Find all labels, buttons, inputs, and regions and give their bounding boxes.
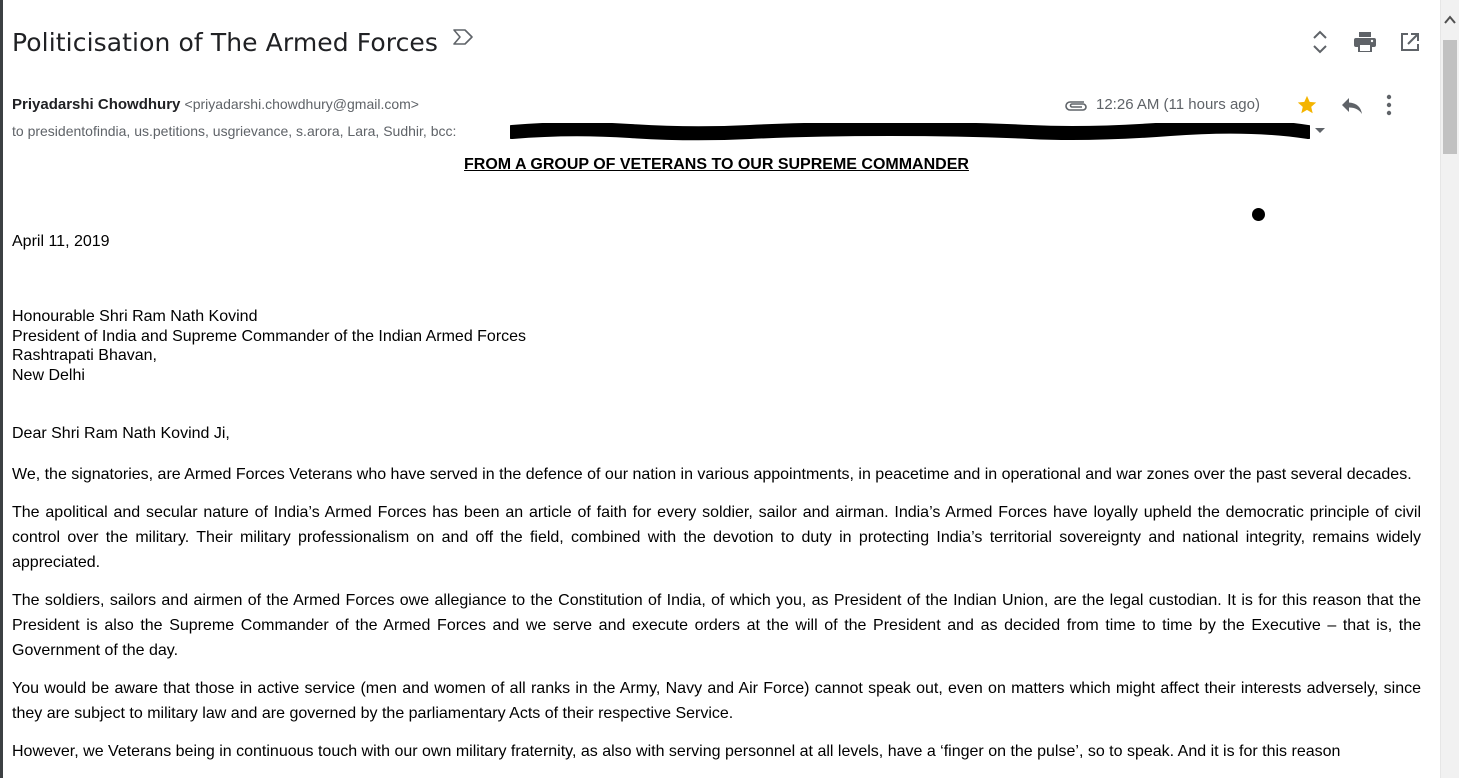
paragraph: We, the signatories, are Armed Forces Veterans who have served in the defence of our nation in various appointments, in peacetime and in operational and war zones over the past several decades. [12,466,1412,483]
scrollbar-thumb[interactable] [1443,40,1457,154]
thread-actions [1306,26,1423,58]
sender-email: <priyadarshi.chowdhury@gmail.com> [184,96,419,112]
open-in-new-icon [1400,32,1420,52]
window-edge [0,0,3,778]
paragraph: You would be aware that those in active service (men and women of all ranks in the Army, Navy and Air Force) cannot speak out, even on matters which might affect their interests adversely, since they are subject to military law and are governed by the parliamentary Acts of their respective Service. [12,680,1421,722]
expand-all-button[interactable] [1306,26,1333,58]
scrollbar[interactable] [1440,0,1459,778]
show-details-caret[interactable] [1315,128,1325,133]
reply-icon[interactable] [1340,95,1364,115]
message-time: 12:26 AM (11 hours ago) [1096,96,1260,113]
subject-bar [12,22,474,62]
addressee-line: Honourable Shri Ram Nath Kovind [12,308,258,325]
addressee-line: President of India and Supreme Commander of the Indian Armed Forces [12,327,527,345]
star-icon[interactable] [1296,94,1318,116]
letter-heading: FROM A GROUP OF VETERANS TO OUR SUPREME COMMANDER [464,156,969,173]
paragraph: The soldiers, sailors and airmen of the Armed Forces owe allegiance to the Constitution of India, of which you, as President of the Indian Union, are the legal custodian. It is for this reason that the President is also the Supreme Commander of the Armed Forces and we serve and execute orders at the will of the President and as decided from time to time by the Executive – that is, the Government of the day. [12,592,1421,659]
redaction-mark [510,123,1310,141]
print-button[interactable] [1351,26,1378,58]
email-body [12,156,1421,760]
message-meta [1064,96,1260,113]
scroll-up-arrow-icon[interactable] [1444,14,1456,26]
paragraph: However, we Veterans being in continuous touch with our own military fraternity, as also with serving personnel at all levels, have a ‘finger on the pulse’, so to speak. And it is for this reason [12,743,1341,760]
addressee-block [12,307,526,385]
sender-row [12,96,419,113]
sender-name[interactable]: Priyadarshi Chowdhury [12,96,181,113]
recipients-line: to presidentofindia, us.petitions, usgrievance, s.arora, Lara, Sudhir, bcc: [12,123,457,139]
unfold-icon [1312,29,1328,55]
email-subject: Politicisation of The Armed Forces [12,27,439,57]
paragraph: The apolitical and secular nature of India’s Armed Forces has been an article of faith for every soldier, sailor and airman. India’s Armed Forces have loyally upheld the democratic principle of civil control over the military. Their military professionalism on and off the field, combined with the devotion to duty in protecting India’s territorial sovereignty and national integrity, remains widely appreciated. [12,504,1421,571]
letter-date: April 11, 2019 [12,233,110,250]
message-actions [1296,94,1392,116]
addressee-line: New Delhi [12,366,85,384]
label-icon[interactable] [452,28,474,46]
salutation: Dear Shri Ram Nath Kovind Ji, [12,425,230,442]
addressee-line: Rashtrapati Bhavan, [12,347,157,364]
paperclip-icon [1064,97,1088,113]
cursor-dot [1252,208,1265,221]
more-vert-icon[interactable] [1386,94,1392,116]
letter-paragraphs [12,462,1421,777]
print-icon [1354,32,1376,52]
open-in-new-window-button[interactable] [1396,26,1423,58]
